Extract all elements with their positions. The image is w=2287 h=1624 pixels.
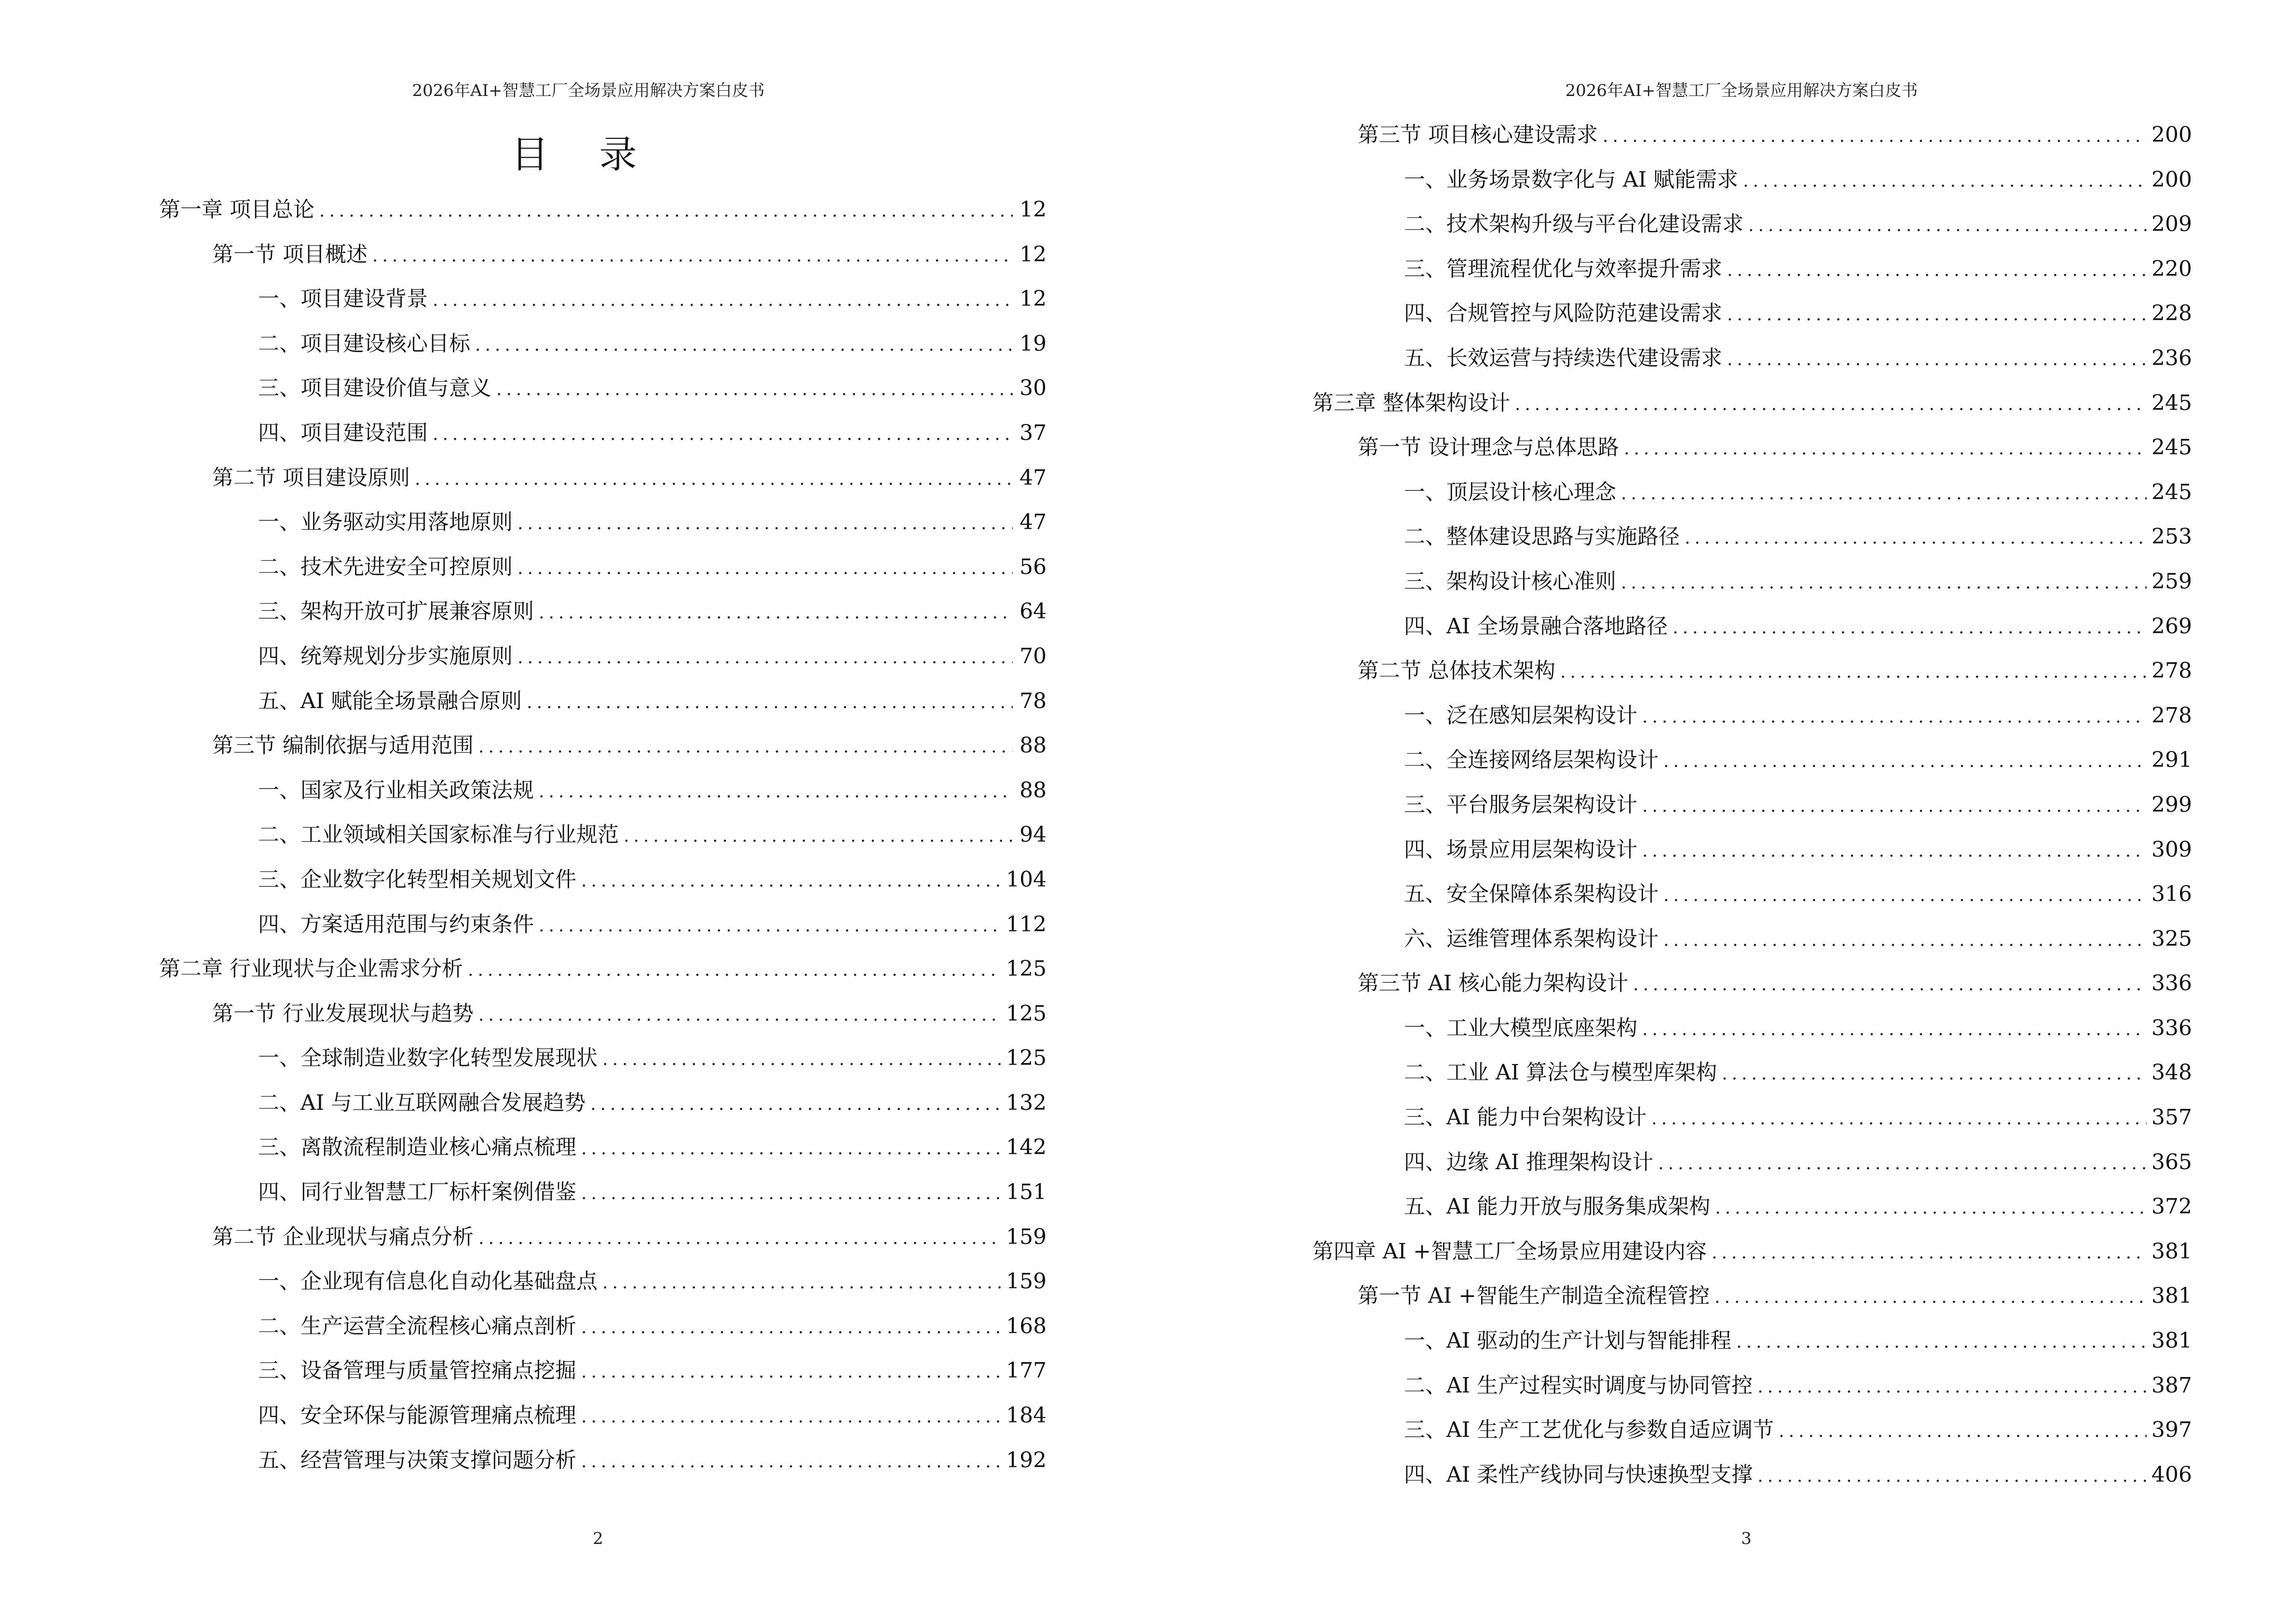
toc-subsection-entry[interactable] [0,595,1047,640]
toc-subsection-entry[interactable] [0,327,1047,372]
running-header: 2026年AI+智慧工厂全场景应用解决方案白皮书 [412,81,765,100]
toc-subsection-entry[interactable] [1144,1458,2192,1503]
toc-dot-leader [1603,120,2147,153]
toc-entry-page-number: 259 [2151,569,2192,594]
toc-dot-leader [539,775,1013,809]
toc-entry-label: 第二节 项目建设原则 [212,465,410,490]
toc-entry-page-number: 365 [2151,1149,2192,1174]
toc-entry-page-number: 104 [1006,867,1047,892]
toc-dot-leader [478,1222,1001,1256]
toc-section-entry[interactable] [1144,1279,2192,1324]
toc-entry-label: 三、企业数字化转型相关规划文件 [258,867,576,892]
toc-entry-label: 第四章 AI +智慧工厂全场景应用建设内容 [1312,1239,1707,1264]
toc-entry-page-number: 70 [1020,643,1047,669]
toc-subsection-entry[interactable] [0,1041,1047,1086]
toc-dot-leader [517,552,1013,586]
toc-dot-leader [1779,1415,2147,1448]
toc-entry-page-number: 406 [2151,1462,2192,1487]
toc-entry-page-number: 316 [2151,882,2192,907]
toc-dot-leader [1642,834,2147,868]
toc-entry-label: 四、AI 柔性产线协同与快速换型支撑 [1404,1462,1753,1487]
toc-subsection-entry[interactable] [0,774,1047,819]
toc-subsection-entry[interactable] [0,505,1047,550]
toc-subsection-entry[interactable] [0,1086,1047,1131]
toc-entry-page-number: 309 [2151,837,2192,862]
toc-dot-leader [624,819,1013,853]
toc-entry-label: 二、项目建设核心目标 [258,331,470,356]
toc-subsection-entry[interactable] [0,1175,1047,1220]
toc-list [0,193,1047,1488]
toc-entry-page-number: 12 [1020,242,1047,267]
toc-subsection-entry[interactable] [0,1399,1047,1444]
toc-list [1144,118,2192,1502]
toc-dot-leader [581,1311,1001,1345]
toc-entry-label: 一、工业大模型底座架构 [1404,1015,1637,1040]
toc-entry-page-number: 151 [1006,1180,1047,1205]
toc-entry-page-number: 397 [2151,1418,2192,1443]
toc-entry-page-number: 336 [2151,971,2192,996]
toc-subsection-entry[interactable] [0,640,1047,684]
toc-entry-label: 一、业务场景数字化与 AI 赋能需求 [1404,167,1739,192]
toc-entry-label: 第二章 行业现状与企业需求分析 [159,956,463,982]
toc-entry-page-number: 381 [2151,1328,2192,1353]
toc-subsection-entry[interactable] [1144,743,2192,788]
toc-entry-page-number: 372 [2151,1194,2192,1219]
toc-subsection-entry[interactable] [0,550,1047,595]
toc-section-entry[interactable] [1144,431,2192,476]
toc-dot-leader [1642,700,2147,734]
toc-entry-label: 一、全球制造业数字化转型发展现状 [258,1046,598,1071]
toc-entry-page-number: 94 [1020,822,1047,847]
toc-subsection-entry[interactable] [1144,207,2192,252]
toc-entry-page-number: 325 [2151,926,2192,951]
toc-dot-leader [581,1400,1001,1434]
toc-subsection-entry[interactable] [1144,1324,2192,1369]
toc-section-entry[interactable] [0,238,1047,283]
toc-section-entry[interactable] [1144,967,2192,1011]
toc-entry-label: 一、业务驱动实用落地原则 [258,510,513,535]
toc-section-entry[interactable] [1144,118,2192,163]
toc-entry-page-number: 125 [1006,956,1047,982]
toc-entry-page-number: 209 [2151,212,2192,237]
toc-entry-label: 二、整体建设思路与实施路径 [1404,524,1680,549]
toc-entry-page-number: 220 [2151,256,2192,281]
toc-dot-leader [539,909,1001,943]
page-number: 3 [1741,1529,1752,1548]
toc-entry-page-number: 30 [1020,376,1047,401]
toc-subsection-entry[interactable] [1144,877,2192,922]
toc-entry-page-number: 12 [1020,287,1047,312]
toc-section-entry[interactable] [0,461,1047,506]
toc-entry-page-number: 78 [1020,688,1047,713]
toc-dot-leader [581,864,1001,898]
toc-dot-leader [1727,343,2147,377]
toc-entry-label: 三、平台服务层架构设计 [1404,792,1637,817]
toc-entry-label: 五、长效运营与持续迭代建设需求 [1404,345,1722,370]
toc-subsection-entry[interactable] [1144,476,2192,520]
toc-dot-leader [602,1043,1001,1077]
toc-entry-label: 四、AI 全场景融合落地路径 [1404,614,1668,639]
toc-entry-label: 四、方案适用范围与约束条件 [258,912,534,937]
toc-dot-leader [1633,968,2147,1002]
toc-entry-page-number: 88 [1020,778,1047,803]
toc-dot-leader [581,1355,1001,1389]
toc-chapter-entry[interactable] [1144,1235,2192,1280]
toc-entry-label: 五、经营管理与决策支撑问题分析 [258,1447,576,1473]
toc-entry-label: 第二节 总体技术架构 [1358,658,1555,683]
toc-dot-leader [1757,1460,2147,1493]
toc-dot-leader [1651,1102,2147,1136]
toc-subsection-entry[interactable] [0,908,1047,953]
toc-entry-page-number: 200 [2151,123,2192,147]
toc-entry-label: 一、AI 驱动的生产计划与智能排程 [1404,1328,1732,1353]
toc-chapter-entry[interactable] [0,193,1047,238]
toc-chapter-entry[interactable] [1144,386,2192,431]
toc-entry-label: 二、工业领域相关国家标准与行业规范 [258,822,619,847]
toc-subsection-entry[interactable] [1144,610,2192,655]
toc-dot-leader [1515,388,2147,422]
toc-entry-label: 六、运维管理体系架构设计 [1404,926,1659,951]
toc-chapter-entry[interactable] [0,952,1047,997]
toc-subsection-entry[interactable] [1144,252,2192,297]
toc-entry-page-number: 64 [1020,599,1047,624]
toc-entry-label: 一、国家及行业相关政策法规 [258,778,534,803]
toc-entry-page-number: 357 [2151,1105,2192,1130]
toc-entry-page-number: 47 [1020,465,1047,490]
toc-dot-leader [1642,790,2147,823]
toc-dot-leader [1673,611,2147,645]
toc-entry-page-number: 142 [1006,1135,1047,1160]
toc-entry-page-number: 336 [2151,1015,2192,1040]
running-header: 2026年AI+智慧工厂全场景应用解决方案白皮书 [1565,81,1918,100]
toc-dot-leader [581,1445,1001,1479]
toc-entry-page-number: 112 [1006,912,1047,937]
toc-subsection-entry[interactable] [0,1131,1047,1175]
toc-dot-leader [1757,1370,2147,1404]
toc-entry-label: 一、顶层设计核心理念 [1404,479,1616,505]
toc-entry-page-number: 278 [2151,703,2192,728]
toc-subsection-entry[interactable] [1144,565,2192,610]
toc-entry-label: 第一节 行业发展现状与趋势 [212,1001,474,1026]
toc-dot-leader [1715,1191,2147,1225]
toc-entry-page-number: 56 [1020,554,1047,579]
toc-dot-leader [433,284,1013,317]
toc-dot-leader [590,1088,1001,1121]
toc-subsection-entry[interactable] [1144,1011,2192,1056]
toc-dot-leader [1743,164,2147,198]
document-page-right [1144,0,2287,1624]
toc-entry-label: 四、安全环保与能源管理痛点梳理 [258,1403,576,1428]
toc-subsection-entry[interactable] [0,1310,1047,1354]
toc-title: 目 录 [511,133,656,177]
toc-dot-leader [517,507,1013,541]
page-number: 2 [593,1529,603,1548]
toc-dot-leader [468,954,1001,987]
toc-entry-label: 第三节 项目核心建设需求 [1358,123,1598,147]
toc-subsection-entry[interactable] [0,684,1047,729]
toc-entry-page-number: 132 [1006,1090,1047,1115]
toc-entry-page-number: 236 [2151,345,2192,370]
toc-subsection-entry[interactable] [1144,922,2192,967]
toc-subsection-entry[interactable] [1144,1369,2192,1414]
toc-entry-label: 二、工业 AI 算法仓与模型库架构 [1404,1060,1717,1085]
toc-subsection-entry[interactable] [1144,520,2192,565]
toc-dot-leader [1736,1325,2147,1359]
toc-dot-leader [1727,298,2147,332]
toc-entry-page-number: 200 [2151,167,2192,192]
toc-entry-label: 三、设备管理与质量管控痛点挖掘 [258,1358,576,1383]
toc-entry-label: 一、泛在感知层架构设计 [1404,703,1637,728]
toc-entry-page-number: 192 [1006,1447,1047,1473]
toc-subsection-entry[interactable] [1144,1190,2192,1235]
toc-dot-leader [1642,1013,2147,1047]
toc-entry-page-number: 299 [2151,792,2192,817]
toc-subsection-entry[interactable] [0,818,1047,863]
toc-entry-page-number: 37 [1020,420,1047,445]
toc-entry-label: 第二节 企业现状与痛点分析 [212,1224,474,1249]
toc-entry-label: 第一节 设计理念与总体思路 [1358,435,1619,460]
toc-entry-page-number: 291 [2151,748,2192,773]
toc-entry-label: 三、离散流程制造业核心痛点梳理 [258,1135,576,1160]
toc-entry-page-number: 12 [1020,197,1047,222]
toc-entry-label: 三、AI 能力中台架构设计 [1404,1105,1647,1130]
toc-subsection-entry[interactable] [1144,1413,2192,1458]
toc-dot-leader [1685,521,2147,555]
toc-entry-label: 四、项目建设范围 [258,420,428,445]
toc-entry-label: 三、架构开放可扩展兼容原则 [258,599,534,624]
toc-entry-page-number: 125 [1006,1001,1047,1026]
toc-entry-label: 二、全连接网络层架构设计 [1404,748,1659,773]
toc-entry-label: 五、安全保障体系架构设计 [1404,882,1659,907]
toc-subsection-entry[interactable] [0,282,1047,327]
toc-subsection-entry[interactable] [1144,1056,2192,1101]
toc-subsection-entry[interactable] [0,1354,1047,1399]
toc-dot-leader [1722,1057,2147,1091]
toc-subsection-entry[interactable] [0,371,1047,416]
toc-entry-page-number: 184 [1006,1403,1047,1428]
toc-entry-label: 三、AI 生产工艺优化与参数自适应调节 [1404,1418,1774,1443]
toc-entry-page-number: 177 [1006,1358,1047,1383]
toc-dot-leader [1715,1281,2147,1314]
toc-entry-label: 三、项目建设价值与意义 [258,376,491,401]
toc-subsection-entry[interactable] [0,1265,1047,1310]
toc-entry-page-number: 168 [1006,1313,1047,1338]
toc-dot-leader [581,1177,1001,1211]
toc-entry-label: 四、合规管控与风险防范建设需求 [1404,301,1722,326]
toc-entry-page-number: 19 [1020,331,1047,356]
toc-entry-label: 二、技术先进安全可控原则 [258,554,513,579]
toc-subsection-entry[interactable] [0,1444,1047,1488]
toc-dot-leader [475,328,1013,362]
toc-entry-label: 第一章 项目总论 [159,197,314,222]
toc-dot-leader [1748,209,2147,243]
toc-entry-label: 四、场景应用层架构设计 [1404,837,1637,862]
toc-dot-leader [1624,432,2147,466]
toc-entry-label: 二、生产运营全流程核心痛点剖析 [258,1313,576,1338]
toc-dot-leader [1663,879,2147,913]
toc-dot-leader [319,194,1013,228]
toc-subsection-entry[interactable] [1144,1101,2192,1146]
toc-entry-label: 第一节 项目概述 [212,242,368,267]
toc-entry-label: 一、企业现有信息化自动化基础盘点 [258,1269,598,1294]
toc-entry-label: 四、统筹规划分步实施原则 [258,643,513,669]
toc-entry-page-number: 245 [2151,390,2192,415]
toc-entry-label: 第三节 编制依据与适用范围 [212,733,474,758]
toc-section-entry[interactable] [1144,654,2192,699]
toc-dot-leader [1621,566,2147,600]
toc-entry-page-number: 245 [2151,435,2192,460]
toc-dot-leader [1621,477,2147,511]
toc-entry-label: 一、项目建设背景 [258,287,428,312]
toc-entry-label: 四、边缘 AI 推理架构设计 [1404,1149,1654,1174]
toc-section-entry[interactable] [0,997,1047,1042]
toc-dot-leader [1658,1147,2147,1181]
toc-entry-page-number: 159 [1006,1269,1047,1294]
toc-entry-label: 五、AI 能力开放与服务集成架构 [1404,1194,1711,1219]
toc-entry-page-number: 269 [2151,614,2192,639]
toc-subsection-entry[interactable] [1144,163,2192,208]
toc-subsection-entry[interactable] [1144,788,2192,833]
toc-dot-leader [478,998,1001,1032]
toc-entry-page-number: 278 [2151,658,2192,683]
toc-entry-page-number: 245 [2151,479,2192,505]
toc-entry-label: 五、AI 赋能全场景融合原则 [258,688,522,713]
toc-subsection-entry[interactable] [1144,297,2192,341]
toc-entry-label: 四、同行业智慧工厂标杆案例借鉴 [258,1180,576,1205]
toc-dot-leader [581,1132,1001,1166]
toc-dot-leader [496,373,1013,407]
toc-dot-leader [539,596,1013,630]
toc-entry-page-number: 381 [2151,1283,2192,1309]
toc-entry-label: 二、AI 生产过程实时调度与协同管控 [1404,1373,1753,1398]
toc-entry-page-number: 381 [2151,1239,2192,1264]
toc-subsection-entry[interactable] [0,416,1047,461]
toc-entry-page-number: 387 [2151,1373,2192,1398]
toc-dot-leader [372,239,1013,273]
toc-dot-leader [1560,655,2147,689]
toc-dot-leader [478,730,1013,764]
toc-subsection-entry[interactable] [0,863,1047,908]
toc-entry-page-number: 159 [1006,1224,1047,1249]
toc-dot-leader [433,418,1013,451]
toc-dot-leader [602,1266,1001,1300]
toc-subsection-entry[interactable] [1144,699,2192,744]
toc-entry-page-number: 125 [1006,1046,1047,1071]
toc-dot-leader [517,641,1013,675]
toc-entry-page-number: 47 [1020,510,1047,535]
toc-subsection-entry[interactable] [1144,341,2192,386]
toc-entry-label: 二、AI 与工业互联网融合发展趋势 [258,1090,586,1115]
toc-section-entry[interactable] [0,729,1047,774]
toc-entry-label: 第三章 整体架构设计 [1312,390,1510,415]
toc-dot-leader [1663,924,2147,957]
toc-dot-leader [527,686,1013,720]
toc-entry-label: 二、技术架构升级与平台化建设需求 [1404,212,1743,237]
toc-dot-leader [1663,745,2147,778]
toc-entry-page-number: 253 [2151,524,2192,549]
toc-section-entry[interactable] [0,1220,1047,1265]
toc-subsection-entry[interactable] [1144,1146,2192,1190]
toc-entry-label: 三、管理流程优化与效率提升需求 [1404,256,1722,281]
toc-dot-leader [1727,254,2147,287]
toc-dot-leader [1712,1236,2147,1270]
toc-entry-page-number: 228 [2151,301,2192,326]
toc-entry-page-number: 88 [1020,733,1047,758]
toc-entry-label: 第三节 AI 核心能力架构设计 [1358,971,1629,996]
toc-subsection-entry[interactable] [1144,833,2192,878]
toc-entry-page-number: 348 [2151,1060,2192,1085]
toc-entry-label: 三、架构设计核心准则 [1404,569,1616,594]
toc-entry-label: 第一节 AI +智能生产制造全流程管控 [1358,1283,1710,1309]
toc-dot-leader [415,463,1013,496]
